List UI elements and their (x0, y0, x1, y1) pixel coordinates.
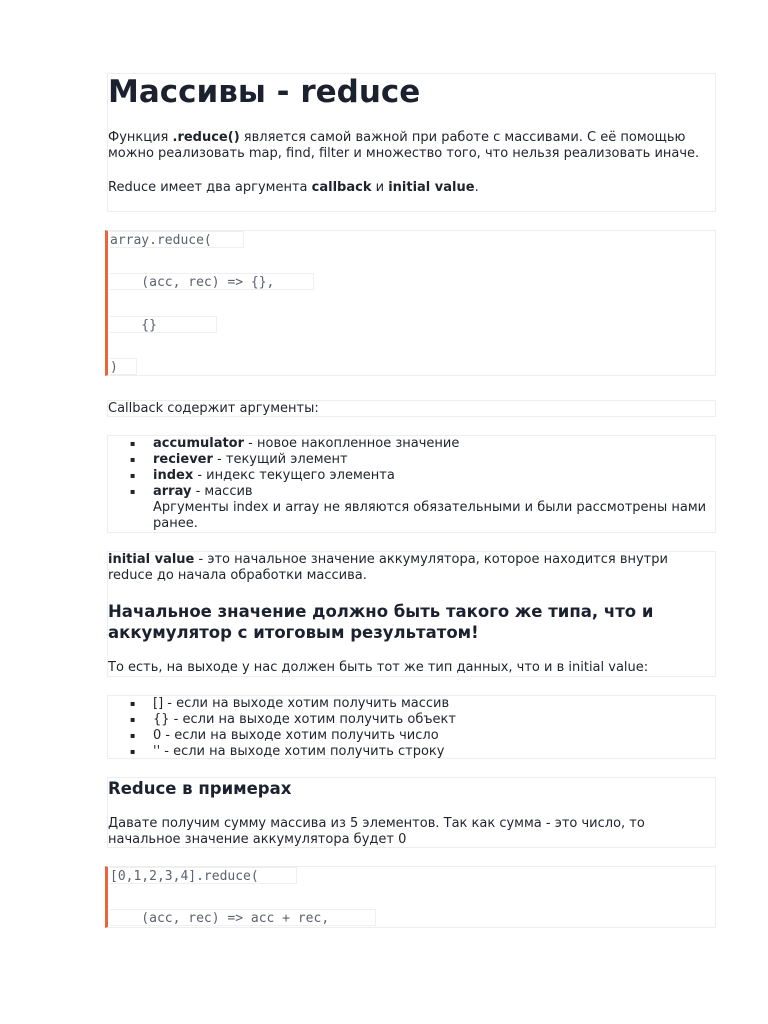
examples-text: Давате получим сумму массива из 5 элементов. Так как сумма - это число, то начальное значение аккумулятора будет 0 (108, 816, 645, 847)
list-item: ▪ '' - если на выходе хотим получить строку (108, 744, 715, 760)
types-list (107, 695, 716, 759)
list-item: ▪ accumulator - новое накопленное значение (108, 436, 715, 452)
page-title: Массивы - reduce (108, 74, 421, 110)
list-item: ▪ index - индекс текущего элемента (108, 468, 715, 484)
code-line: [0,1,2,3,4].reduce( (110, 867, 297, 884)
initial-value-heading: Начальное значение должно быть такого же типа, что и аккумулятор с итоговым результатом! (108, 602, 654, 642)
list-item: ▪ reciever - текущий элемент (108, 452, 715, 468)
code-line: (acc, rec) => {}, (110, 273, 314, 290)
code-line: (acc, rec) => acc + rec, (110, 909, 376, 926)
initial-value-after: То есть, на выходе у нас должен быть тот же тип данных, что и в initial value: (108, 660, 649, 675)
initial-value-section (107, 551, 716, 677)
initial-value-paragraph: initial value - это начальное значение аккумулятора, которое находится внутри reduce до начала обработки массива. (108, 552, 668, 583)
list-item: ▪ {} - если на выходе хотим получить объект (108, 712, 715, 728)
intro-section (107, 73, 716, 212)
code-line: array.reduce( (110, 231, 244, 248)
callback-intro: Callback содержит аргументы: (107, 400, 716, 417)
list-item: ▪ array - массив (108, 484, 715, 500)
code-block-sum-example (105, 866, 716, 928)
list-item: ▪ 0 - если на выходе хотим получить число (108, 728, 715, 744)
code-line: ) (110, 358, 137, 375)
code-line: {} (110, 316, 217, 333)
list-item: ▪ [] - если на выходе хотим получить массив (108, 696, 715, 712)
examples-section (107, 777, 716, 848)
examples-heading: Reduce в примерах (108, 779, 292, 798)
intro-paragraph: Функция .reduce() является самой важной при работе с массивами. С её помощью можно реализовать map, find, filter и множество того, что нельзя реализовать иначе. (108, 130, 700, 161)
code-block-reduce-syntax (105, 230, 716, 376)
callback-args-list (107, 435, 716, 533)
arguments-paragraph: Reduce имеет два аргумента callback и initial value. (108, 180, 479, 195)
reduce-function-name: .reduce() (172, 130, 240, 145)
args-note: Аргументы index и array не являются обязательными и были рассмотрены нами ранее. (153, 500, 707, 531)
